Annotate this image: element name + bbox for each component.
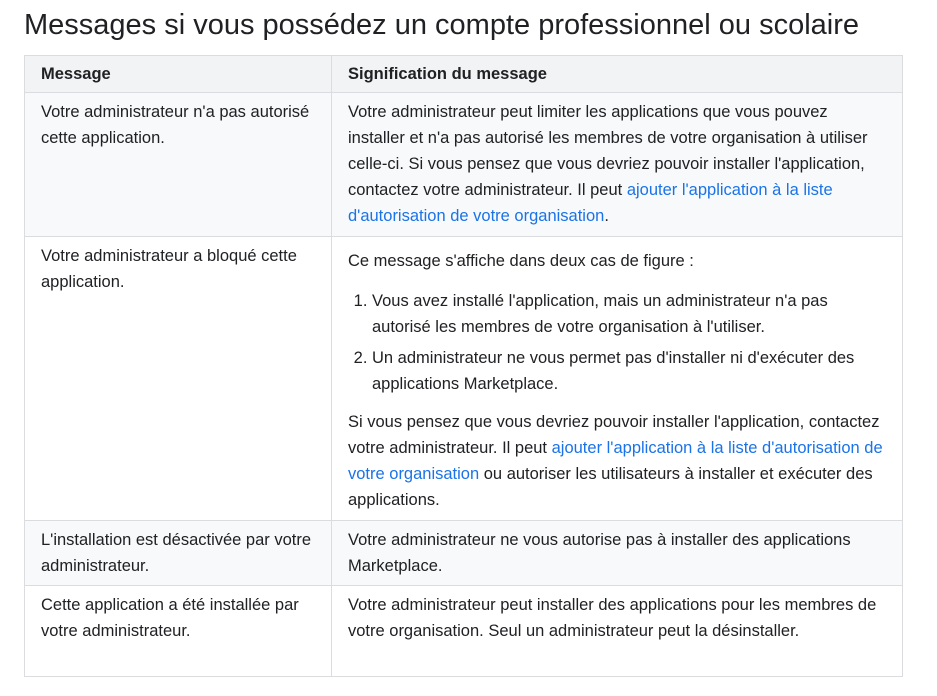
list-item: 1. Vous avez installé l'application, mais un administrateur n'a pas autorisé les membres de votre organisation à l'utiliser. (372, 288, 886, 340)
column-header-message: Message (25, 56, 332, 93)
meaning-outro-text-end: ou autoriser les utilisateurs à installer et exécuter des applications. (348, 465, 873, 509)
meaning-outro-text: Si vous pensez que vous devriez pouvoir installer l'application, contactez votre administrateur. Il peut (348, 413, 880, 457)
meaning-cell (332, 93, 903, 237)
table-row (25, 586, 903, 677)
meaning-text: Votre administrateur peut limiter les applications que vous pouvez installer et n'a pas autorisé les membres de votre organisation à utiliser celle-ci. Si vous pensez que vous devriez pouvoir installer l'application, contactez votre administrateur. Il peut (348, 103, 868, 199)
message-cell: L'installation est désactivée par votre administrateur. (25, 521, 332, 586)
cases-list (348, 288, 886, 397)
column-header-meaning: Signification du message (332, 56, 903, 93)
table-row (25, 237, 903, 521)
allowlist-link[interactable]: ajouter l'application à la liste d'autorisation de votre organisation (348, 439, 883, 483)
message-cell: Cette application a été installée par votre administrateur. (25, 586, 332, 677)
meaning-cell: Votre administrateur ne vous autorise pas à installer des applications Marketplace. (332, 521, 903, 586)
meaning-cell (332, 237, 903, 521)
table-row (25, 521, 903, 586)
table-row (25, 93, 903, 237)
message-cell: Votre administrateur a bloqué cette application. (25, 237, 332, 521)
list-item: 2. Un administrateur ne vous permet pas d'installer ni d'exécuter des applications Marketplace. (372, 345, 886, 397)
page-title: Messages si vous possédez un compte professionnel ou scolaire (24, 9, 860, 41)
message-cell: Votre administrateur n'a pas autorisé cette application. (25, 93, 332, 237)
table-header-row (25, 56, 903, 93)
messages-table (24, 55, 903, 677)
meaning-cell: Votre administrateur peut installer des applications pour les membres de votre organisation. Seul un administrateur peut la désinstaller. (332, 586, 903, 677)
allowlist-link[interactable]: ajouter l'application à la liste d'autorisation de votre organisation (348, 181, 833, 225)
meaning-outro (348, 409, 886, 513)
meaning-intro: Ce message s'affiche dans deux cas de figure : (348, 252, 694, 270)
meaning-text-end: . (604, 207, 609, 225)
